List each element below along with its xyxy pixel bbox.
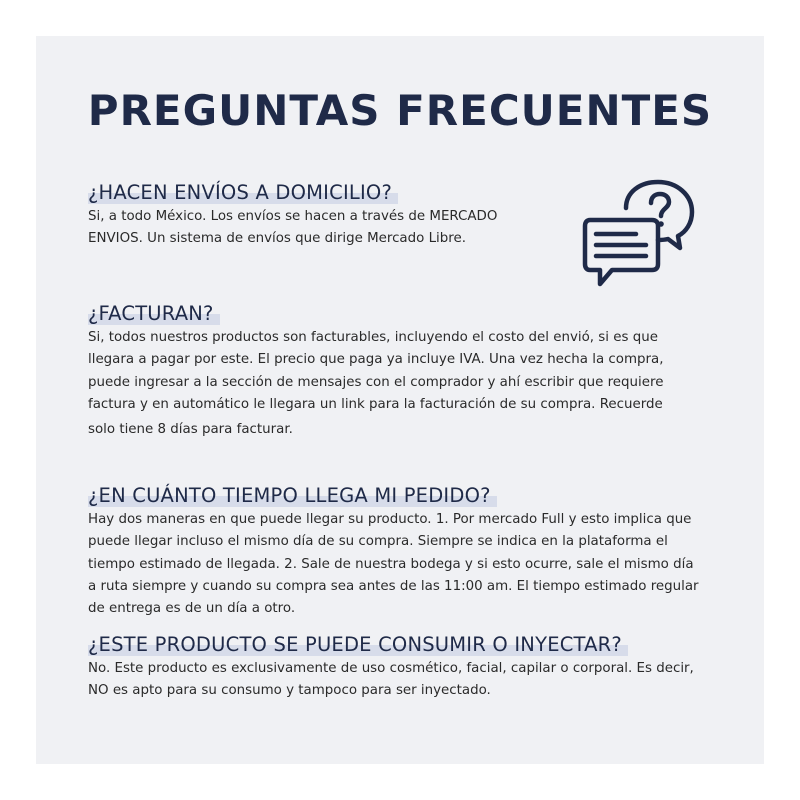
- faq-question: ¿EN CUÁNTO TIEMPO LLEGA MI PEDIDO?: [88, 485, 497, 507]
- faq-answer-line: llegara a pagar por este. El precio que paga ya incluye IVA. Una vez hecha la compra,: [88, 352, 664, 368]
- faq-answer-line: puede llegar incluso el mismo día de su compra. Siempre se indica en la plataforma el: [88, 534, 668, 550]
- faq-answer-line: ENVIOS. Un sistema de envíos que dirige Mercado Libre.: [88, 231, 466, 247]
- page-title: PREGUNTAS FRECUENTES: [87, 86, 713, 135]
- faq-item-envios: [88, 182, 497, 251]
- faq-answer-line: Si, a todo México. Los envíos se hacen a través de MERCADO: [88, 209, 498, 224]
- faq-question: ¿ESTE PRODUCTO SE PUEDE CONSUMIR O INYECTAR?: [88, 634, 628, 656]
- faq-item-facturan: [88, 303, 663, 441]
- faq-answer-line: Si, todos nuestros productos son facturables, incluyendo el costo del envió, si es que: [88, 330, 658, 345]
- faq-answer-line: solo tiene 8 días para facturar.: [88, 422, 293, 438]
- faq-question: ¿HACEN ENVÍOS A DOMICILIO?: [88, 182, 398, 204]
- faq-answer-line: puede ingresar a la sección de mensajes con el comprador y ahí escribir que requiere: [88, 374, 664, 390]
- chat-question-icon: [582, 176, 698, 292]
- faq-item-consumir: [88, 634, 694, 703]
- faq-question: ¿FACTURAN?: [88, 303, 220, 325]
- faq-answer-line: a ruta siempre y cuando su compra sea antes de las 11:00 am. El tiempo estimado regular: [88, 578, 699, 594]
- faq-answer-line: tiempo estimado de llegada. 2. Sale de nuestra bodega y si esto ocurre, sale el mismo día: [88, 556, 694, 572]
- faq-answer-line: factura y en automático le llegara un link para la facturación de su compra. Recuerde: [88, 396, 663, 412]
- faq-answer-line: NO es apto para su consumo y tampoco para ser inyectado.: [88, 683, 491, 699]
- faq-item-tiempo: [88, 485, 699, 620]
- faq-answer-line: No. Este producto es exclusivamente de uso cosmético, facial, capilar o corporal. Es decir,: [88, 661, 694, 676]
- faq-answer-line: de entrega es de un día a otro.: [88, 601, 296, 617]
- faq-answer-line: Hay dos maneras en que puede llegar su producto. 1. Por mercado Full y esto implica que: [88, 512, 692, 527]
